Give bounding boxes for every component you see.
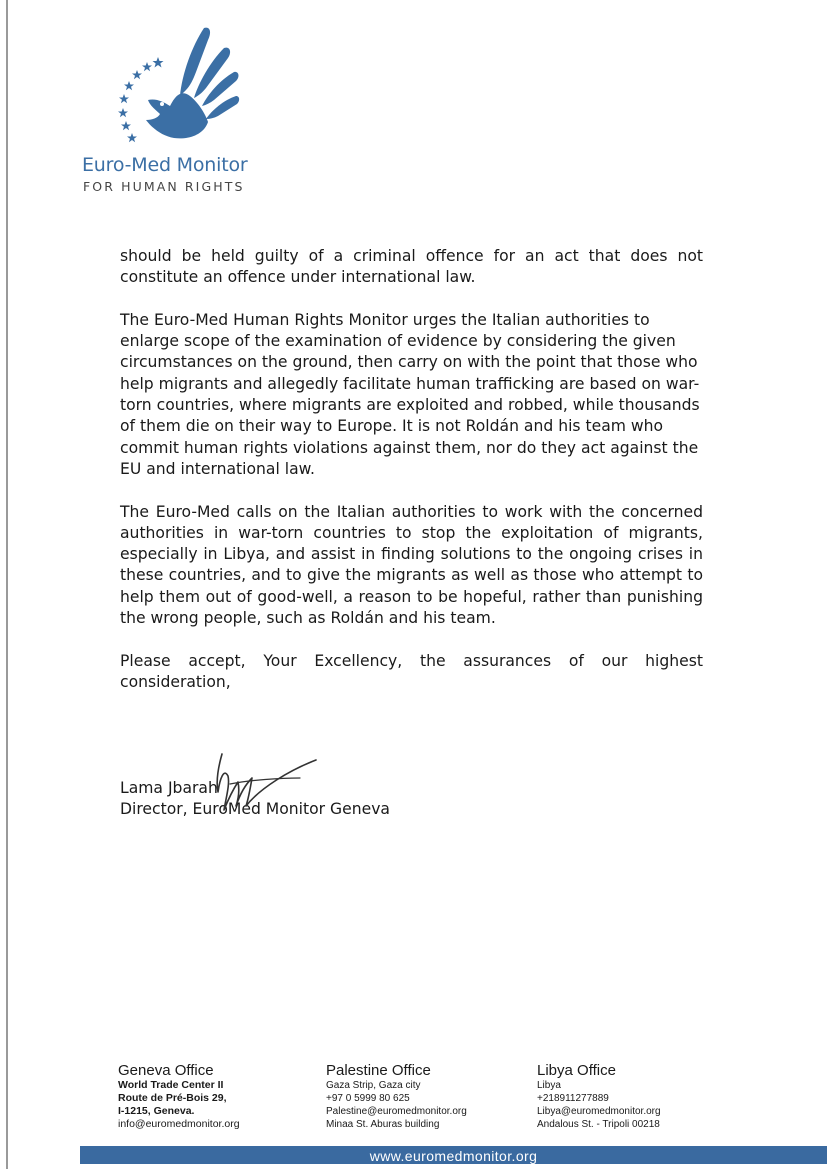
- paragraph-1: should be held guilty of a criminal offence for an act that does not constitute an offence under international law.: [120, 247, 703, 287]
- geneva-office-title: Geneva Office: [118, 1062, 214, 1079]
- libya-line-4: Andalous St. - Tripoli 00218: [537, 1119, 660, 1130]
- palestine-office-title: Palestine Office: [326, 1062, 431, 1079]
- geneva-email[interactable]: info@euromedmonitor.org: [118, 1118, 240, 1130]
- footer-palestine-office: [326, 1062, 467, 1131]
- org-name: Euro-Med Monitor: [82, 154, 248, 176]
- closing-paragraph: Please accept, Your Excellency, the assurances of our highest consideration,: [120, 651, 703, 691]
- libya-office-title: Libya Office: [537, 1062, 616, 1079]
- footer-website-bar: [80, 1146, 827, 1164]
- geneva-line-2: Route de Pré-Bois 29,: [118, 1092, 227, 1104]
- geneva-line-1: World Trade Center II: [118, 1079, 224, 1091]
- paragraph-2: The Euro-Med Human Rights Monitor urges the Italian authorities to enlarge scope of the examination of evidence by considering the given circumstances on the ground, then carry on with the point that those who help migrants and allegedly facilitate human trafficking are based on war-torn countries, where migrants are exploited and robbed, while thousands of them die on their way to Europe. It is not Roldán and his team who commit human rights violations against them, nor do they act against the EU and international law.: [120, 310, 700, 478]
- letter-body: [120, 246, 703, 715]
- signatory-title: Director, EuroMed Monitor Geneva: [120, 800, 390, 819]
- page-edge-line: [6, 0, 8, 1169]
- dove-eye: [160, 102, 164, 106]
- paragraph-3: The Euro-Med calls on the Italian authorities to work with the concerned authorities in war-torn countries to stop the exploitation of migrants, especially in Libya, and assist in finding solutions to the ongoing crises in these countries, and to give the migrants as well as those who attempt to help them out of good-well, a reason to be hopeful, rather than punishing the wrong people, such as Roldán and his team.: [120, 502, 703, 628]
- dove-hand: [146, 28, 239, 139]
- signatory-name: Lama Jbarah: [120, 779, 218, 797]
- footer-geneva-office: [118, 1062, 240, 1131]
- palestine-phone: +97 0 5999 80 625: [326, 1093, 410, 1104]
- libya-line-1: Libya: [537, 1080, 561, 1091]
- logo-graphic: [100, 24, 280, 154]
- palestine-line-1: Gaza Strip, Gaza city: [326, 1080, 421, 1091]
- palestine-line-4: Minaa St. Aburas building: [326, 1119, 440, 1130]
- palestine-email[interactable]: Palestine@euromedmonitor.org: [326, 1106, 467, 1117]
- handwritten-signature: [200, 748, 330, 832]
- libya-email[interactable]: Libya@euromedmonitor.org: [537, 1106, 661, 1117]
- org-tagline: FOR HUMAN RIGHTS: [83, 179, 245, 194]
- geneva-line-3: I-1215, Geneva.: [118, 1105, 195, 1117]
- footer-libya-office: [537, 1062, 661, 1131]
- website-link[interactable]: www.euromedmonitor.org: [369, 1148, 538, 1164]
- libya-phone: +218911277889: [537, 1093, 609, 1104]
